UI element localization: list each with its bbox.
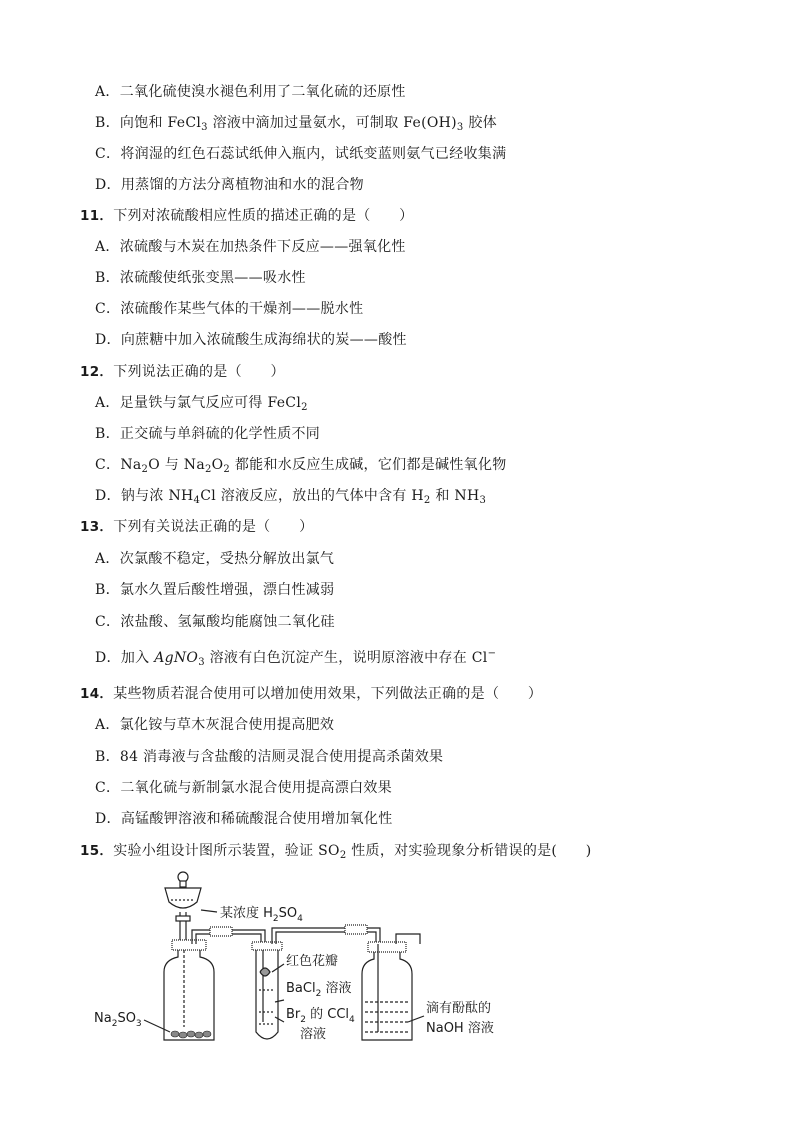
q13-option-d: D．加入 AgNO$_3$ 溶液有白色沉淀产生，说明原溶液中存在 Cl− [95,648,497,668]
q11-option-a: A．浓硫酸与木炭在加热条件下反应——强氧化性 [95,239,406,255]
q14-option-c: C．二氧化硫与新制氯水混合使用提高漂白效果 [95,780,393,796]
question-14-stem: 14．某些物质若混合使用可以增加使用效果，下列做法正确的是（ ） [80,686,543,702]
absorption-bottle [362,934,420,1040]
q13-option-b: B．氯水久置后酸性增强，漂白性减弱 [95,582,335,598]
q12-option-c: C．$Na_2O$ 与 $Na_2O_2$ 都能和水反应生成碱，它们都是碱性氧化物 [95,457,507,475]
prev-option-d: D．用蒸馏的方法分离植物油和水的混合物 [95,177,364,193]
q14-option-a: A．氯化铵与草木灰混合使用提高肥效 [95,717,335,733]
question-15-stem: 15．实验小组设计图所示装置，验证 $SO_2$ 性质，对实验现象分析错误的是( ) [80,843,592,861]
naoh-label-line1: 滴有酚酞的 [426,1001,492,1016]
q12-option-b: B．正交硫与单斜硫的化学性质不同 [95,426,321,442]
test-tube [252,942,282,1039]
generator-bottle [164,940,214,1040]
acid-label: 某浓度 $H_2SO_4$ [220,906,303,924]
br2-label-line2: 溶液 [300,1027,327,1042]
question-11-stem: 11．下列对浓硫酸相应性质的描述正确的是（ ） [80,208,414,224]
q11-option-c: C．浓硫酸作某些气体的干燥剂——脱水性 [95,301,364,317]
q11-option-b: B．浓硫酸使纸张变黑——吸水性 [95,270,306,286]
question-12-stem: 12．下列说法正确的是（ ） [80,364,285,380]
bacl2-label: BaCl$_2$ 溶液 [286,981,352,999]
q13-option-a: A．次氯酸不稳定，受热分解放出氯气 [95,551,335,567]
q12-option-d: D．钠与浓 $NH_4Cl$ 溶液反应，放出的气体中含有 $H_2$ 和 $NH_3$ [95,488,487,506]
q11-option-d: D．向蔗糖中加入浓硫酸生成海绵状的炭——酸性 [95,332,407,348]
q14-option-b: B．84 消毒液与含盐酸的洁厕灵混合使用提高杀菌效果 [95,749,444,765]
petal-label: 红色花瓣 [286,954,339,969]
q13-option-c: C．浓盐酸、氢氟酸均能腐蚀二氧化硅 [95,614,335,630]
prev-option-b: B．向饱和 FeCl$_3$ 溶液中滴加过量氨水，可制取 $Fe(OH)_3$ 胶体 [95,115,497,133]
experiment-apparatus-figure [80,862,540,1062]
na2so3-label: $Na_2SO_3$ [94,1011,142,1029]
question-13-stem: 13．下列有关说法正确的是（ ） [80,519,314,535]
prev-option-c: C．将润湿的红色石蕊试纸伸入瓶内，试纸变蓝则氨气已经收集满 [95,146,507,162]
q14-option-d: D．高锰酸钾溶液和稀硫酸混合使用增加氧化性 [95,811,393,827]
br2-label: $Br_2$ 的 CCl$_4$ [286,1007,355,1025]
prev-option-a: A．二氧化硫使溴水褪色利用了二氧化硫的还原性 [95,84,406,100]
naoh-label-line2: NaOH 溶液 [426,1021,494,1036]
q12-option-a: A．足量铁与氯气反应可得 FeCl$_2$ [95,395,308,413]
